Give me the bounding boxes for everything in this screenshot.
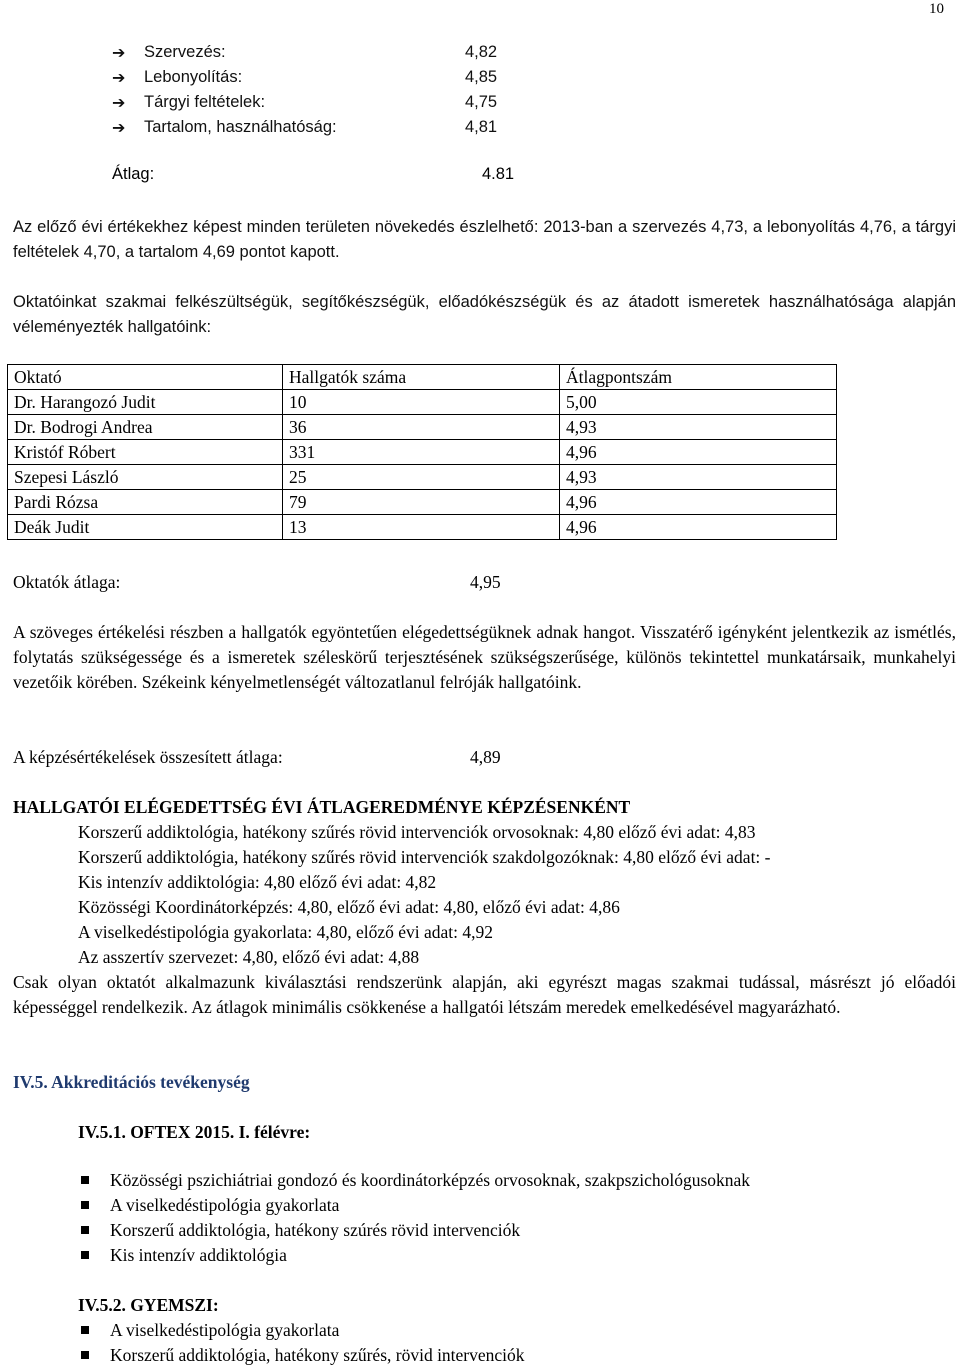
average-label: Átlag: [112, 165, 155, 183]
instructors-intro-paragraph: Oktatóinkat szakmai felkészültségük, segítőkészségük, előadókészségük és az átadott ismeretek használhatósága alapján véleményezték hallgatóink: [13, 293, 956, 336]
table-row [8, 515, 837, 540]
square-bullet-icon [81, 1176, 89, 1184]
rating-value: 4,85 [465, 68, 498, 86]
table-cell: 25 [283, 465, 560, 490]
table-cell: 4,93 [560, 415, 837, 440]
page-number: 10 [929, 1, 944, 17]
rating-value: 4,75 [465, 93, 498, 111]
table-cell: Kristóf Róbert [8, 440, 283, 465]
list-item: Korszerű addiktológia, hatékony szűrés rövid intervenciók orvosoknak: 4,80 előző évi adat: 4,83 [78, 822, 756, 842]
list-item-label: Közösségi pszichiátriai gondozó és koordinátorképzés orvosoknak, szakpszichológusoknak [110, 1170, 751, 1190]
average-summary [112, 162, 532, 187]
table-row [8, 490, 837, 515]
list-item [78, 1343, 525, 1368]
overall-average-value: 4,89 [470, 747, 501, 767]
table-row [8, 465, 837, 490]
square-bullet-icon [81, 1326, 89, 1334]
rating-label: Szervezés: [144, 43, 226, 61]
list-item [78, 1243, 750, 1268]
table-header-row [8, 365, 837, 390]
rating-label: Lebonyolítás: [144, 68, 243, 86]
comparison-paragraph: Az előző évi értékekhez képest minden területen növekedés észlelhető: 2013-ban a szervezés 4,73, a lebonyolítás 4,76, a tárgyi feltételek 4,70, a tartalom 4,69 pontot kapott. [13, 218, 956, 261]
instructor-average [13, 570, 533, 595]
table-cell: 13 [283, 515, 560, 540]
table-row [8, 440, 837, 465]
satisfaction-list [78, 820, 771, 970]
rating-list [112, 40, 532, 140]
table-cell: 4,96 [560, 515, 837, 540]
rating-item [112, 65, 532, 90]
table-cell: 4,96 [560, 490, 837, 515]
table-row [8, 415, 837, 440]
table-row [8, 390, 837, 415]
table-cell: Pardi Rózsa [8, 490, 283, 515]
instructor-average-label: Oktatók átlaga: [13, 572, 121, 592]
table-cell: 10 [283, 390, 560, 415]
list-item: Kis intenzív addiktológia: 4,80 előző évi adat: 4,82 [78, 872, 437, 892]
table-cell: 331 [283, 440, 560, 465]
satisfaction-heading: HALLGATÓI ELÉGEDETTSÉG ÉVI ÁTLAGEREDMÉNYE KÉPZÉSENKÉNT [13, 797, 631, 817]
square-bullet-icon [81, 1251, 89, 1259]
overall-average-label: A képzésértékelések összesített átlaga: [13, 747, 283, 767]
rating-item [112, 115, 532, 140]
rating-value: 4,82 [465, 43, 498, 61]
instructor-average-value: 4,95 [470, 572, 501, 592]
list-item [78, 1218, 750, 1243]
arrow-right-icon: ➔ [112, 93, 126, 112]
rating-item [112, 90, 532, 115]
subsection-title-oftex: IV.5.1. OFTEX 2015. I. félévre: [78, 1122, 311, 1142]
section-title: IV.5. Akkreditációs tevékenység [13, 1072, 250, 1092]
overall-average [13, 745, 533, 770]
arrow-right-icon: ➔ [112, 118, 126, 137]
list-item [78, 1168, 750, 1193]
rating-label: Tartalom, használhatóság: [144, 118, 337, 136]
table-cell: Dr. Harangozó Judit [8, 390, 283, 415]
table-cell: 79 [283, 490, 560, 515]
list-item: A viselkedéstipológia gyakorlata: 4,80, előző évi adat: 4,92 [78, 922, 494, 942]
arrow-right-icon: ➔ [112, 68, 126, 87]
gyemszi-list [78, 1318, 525, 1368]
average-value: 4.81 [482, 165, 515, 183]
square-bullet-icon [81, 1201, 89, 1209]
list-item-label: Kis intenzív addiktológia [110, 1245, 287, 1265]
arrow-right-icon: ➔ [112, 43, 126, 62]
instructor-table [7, 364, 837, 540]
list-item: Az asszertív szervezet: 4,80, előző évi adat: 4,88 [78, 947, 420, 967]
rating-label: Tárgyi feltételek: [144, 93, 266, 111]
table-cell: Deák Judit [8, 515, 283, 540]
square-bullet-icon [81, 1226, 89, 1234]
list-item-label: Korszerű addiktológia, hatékony szűrés, rövid intervenciók [110, 1345, 525, 1365]
table-cell: 4,96 [560, 440, 837, 465]
table-cell: 36 [283, 415, 560, 440]
list-item [78, 1193, 750, 1218]
textual-evaluation-paragraph: A szöveges értékelési részben a hallgatók egyöntetűen elégedettségüknek adnak hangot. Visszatérő igényként jelentkezik az ismétlés, folytatás szükségessége és a ismeretek széleskörű terjesztésének szükségszerűsége, különös tekintettel munkatársaik, munkahelyi vezetőik körében. Székeink kényelmetlenségét változatlanul felróják hallgatóink. [13, 622, 956, 692]
list-item-label: A viselkedéstipológia gyakorlata [110, 1195, 340, 1215]
list-item-label: Korszerű addiktológia, hatékony szúrés rövid intervenciók [110, 1220, 521, 1240]
rating-item [112, 40, 532, 65]
square-bullet-icon [81, 1351, 89, 1359]
column-header: Átlagpontszám [560, 365, 837, 390]
subsection-title-gyemszi: IV.5.2. GYEMSZI: [78, 1295, 219, 1315]
table-cell: Dr. Bodrogi Andrea [8, 415, 283, 440]
oftex-list [78, 1168, 750, 1268]
table-cell: 5,00 [560, 390, 837, 415]
list-item: Korszerű addiktológia, hatékony szűrés rövid intervenciók szakdolgozóknak: 4,80 előző évi adat: - [78, 847, 771, 867]
list-item: Közösségi Koordinátorképzés: 4,80, előző évi adat: 4,80, előző évi adat: 4,86 [78, 897, 620, 917]
selection-paragraph: Csak olyan oktatót alkalmazunk kiválasztási rendszerünk alapján, aki egyrészt magas szakmai tudással, másrészt jó előadói képességgel rendelkezik. Az átlagok minimális csökkenése a hallgatói létszám meredek emelkedésével magyarázható. [13, 972, 956, 1017]
table-cell: 4,93 [560, 465, 837, 490]
table-cell: Szepesi László [8, 465, 283, 490]
column-header: Hallgatók száma [283, 365, 560, 390]
rating-value: 4,81 [465, 118, 498, 136]
list-item [78, 1318, 525, 1343]
column-header: Oktató [8, 365, 283, 390]
list-item-label: A viselkedéstipológia gyakorlata [110, 1320, 340, 1340]
